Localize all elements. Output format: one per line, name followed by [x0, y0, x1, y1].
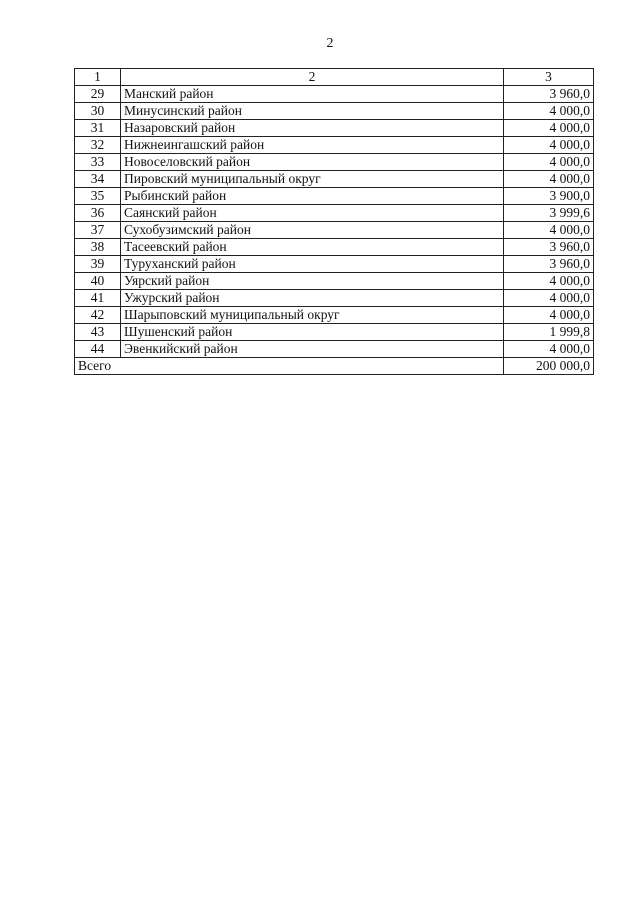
table-row [75, 154, 594, 171]
column-header-3: 3 [504, 69, 594, 86]
row-number: 42 [75, 307, 121, 324]
district-name: Минусинский район [121, 103, 504, 120]
table-row [75, 290, 594, 307]
amount-value: 4 000,0 [504, 273, 594, 290]
district-name: Назаровский район [121, 120, 504, 137]
district-name: Шушенский район [121, 324, 504, 341]
row-number: 44 [75, 341, 121, 358]
district-name: Саянский район [121, 205, 504, 222]
district-name: Нижнеингашский район [121, 137, 504, 154]
row-number: 36 [75, 205, 121, 222]
table-row [75, 120, 594, 137]
table-row [75, 86, 594, 103]
row-number: 30 [75, 103, 121, 120]
table-row [75, 171, 594, 188]
amount-value: 3 900,0 [504, 188, 594, 205]
amount-value: 4 000,0 [504, 341, 594, 358]
table-row [75, 341, 594, 358]
amount-value: 4 000,0 [504, 222, 594, 239]
amount-value: 1 999,8 [504, 324, 594, 341]
total-label: Всего [75, 358, 504, 375]
column-header-2: 2 [121, 69, 504, 86]
row-number: 37 [75, 222, 121, 239]
table-row [75, 137, 594, 154]
amount-value: 3 960,0 [504, 86, 594, 103]
district-name: Манский район [121, 86, 504, 103]
district-name: Ужурский район [121, 290, 504, 307]
amount-value: 4 000,0 [504, 103, 594, 120]
row-number: 38 [75, 239, 121, 256]
row-number: 39 [75, 256, 121, 273]
page-number: 2 [326, 36, 334, 51]
amount-value: 4 000,0 [504, 290, 594, 307]
amount-value: 3 960,0 [504, 239, 594, 256]
table-row [75, 324, 594, 341]
row-number: 40 [75, 273, 121, 290]
row-number: 29 [75, 86, 121, 103]
total-value: 200 000,0 [504, 358, 594, 375]
row-number: 43 [75, 324, 121, 341]
table-row [75, 103, 594, 120]
row-number: 33 [75, 154, 121, 171]
table-row [75, 273, 594, 290]
district-name: Рыбинский район [121, 188, 504, 205]
row-number: 35 [75, 188, 121, 205]
table-row [75, 307, 594, 324]
amount-value: 4 000,0 [504, 154, 594, 171]
allocation-table [74, 68, 594, 375]
table-row [75, 256, 594, 273]
total-row [75, 358, 594, 375]
district-name: Шарыповский муниципальный округ [121, 307, 504, 324]
row-number: 31 [75, 120, 121, 137]
district-name: Сухобузимский район [121, 222, 504, 239]
amount-value: 4 000,0 [504, 307, 594, 324]
amount-value: 3 999,6 [504, 205, 594, 222]
row-number: 32 [75, 137, 121, 154]
row-number: 41 [75, 290, 121, 307]
table-row [75, 239, 594, 256]
district-name: Туруханский район [121, 256, 504, 273]
district-name: Эвенкийский район [121, 341, 504, 358]
column-header-1: 1 [75, 69, 121, 86]
district-name: Пировский муниципальный округ [121, 171, 504, 188]
row-number: 34 [75, 171, 121, 188]
district-name: Тасеевский район [121, 239, 504, 256]
amount-value: 4 000,0 [504, 120, 594, 137]
amount-value: 4 000,0 [504, 137, 594, 154]
table-header-row [75, 69, 594, 86]
amount-value: 3 960,0 [504, 256, 594, 273]
table-row [75, 205, 594, 222]
district-name: Новоселовский район [121, 154, 504, 171]
amount-value: 4 000,0 [504, 171, 594, 188]
table-row [75, 188, 594, 205]
district-name: Уярский район [121, 273, 504, 290]
table-row [75, 222, 594, 239]
